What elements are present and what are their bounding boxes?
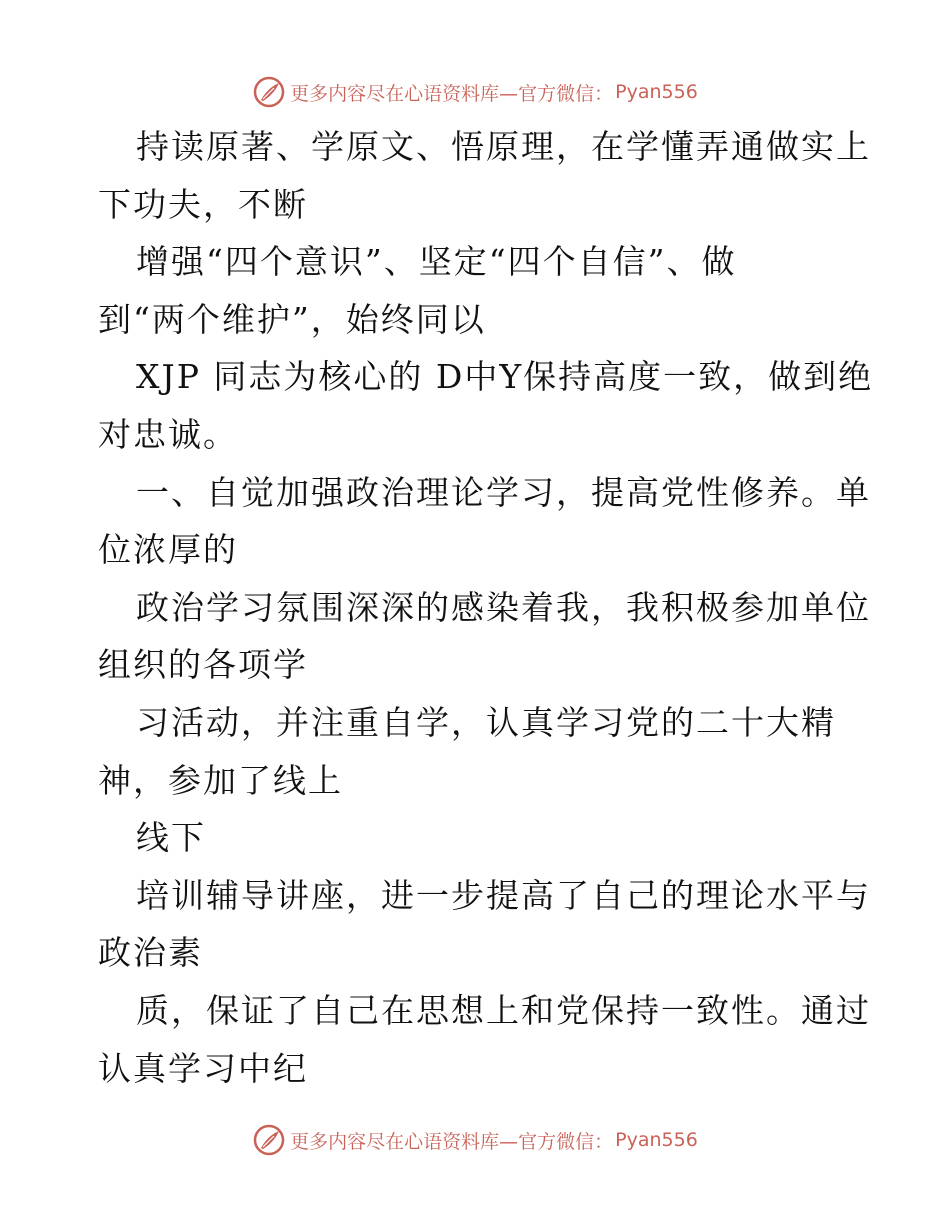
text-line: 到“两个维护”，始终同以 (98, 299, 486, 339)
text-line: 持读原著、学原文、悟原理，在学懂弄通做实上 (136, 127, 871, 166)
leaf-pen-logo-icon (252, 1123, 286, 1157)
leaf-pen-logo-icon (252, 75, 286, 109)
text-line: 质，保证了自己在思想上和党保持一致性。通过 (136, 990, 871, 1030)
watermark-id: Pyan556 (615, 1129, 698, 1151)
text-line: 神，参加了线上 (98, 760, 343, 800)
text-line: 认真学习中纪 (98, 1048, 308, 1088)
text-line: 一、自觉加强政治理论学习，提高党性修养。单 (136, 472, 871, 512)
text-line: 组织的各项学 (98, 645, 308, 685)
text-line: 位浓厚的 (98, 530, 238, 570)
text-line: 下功夫，不断 (98, 184, 308, 224)
text-line: 培训辅导讲座，进一步提高了自己的理论水平与 (136, 875, 871, 915)
watermark-id: Pyan556 (615, 81, 698, 103)
text-line: 政治素 (98, 933, 203, 973)
text-line: 对忠诚。 (98, 414, 238, 454)
document-body (98, 118, 874, 1097)
text-line: 线下 (136, 818, 206, 858)
text-line: 政治学习氛围深深的感染着我，我积极参加单位 (136, 587, 871, 627)
watermark-header (0, 72, 950, 112)
text-line: 习活动，并注重自学，认真学习党的二十大精 (136, 702, 836, 742)
text-line: 增强“四个意识”、坚定“四个自信”、做 (136, 242, 737, 282)
watermark-footer (0, 1120, 950, 1160)
watermark-text: 更多内容尽在心语资料库—官方微信： (290, 1130, 614, 1153)
text-line: XJP 同志为核心的 D中Y保持高度一致，做到绝 (136, 357, 874, 397)
watermark-text: 更多内容尽在心语资料库—官方微信： (290, 82, 614, 105)
